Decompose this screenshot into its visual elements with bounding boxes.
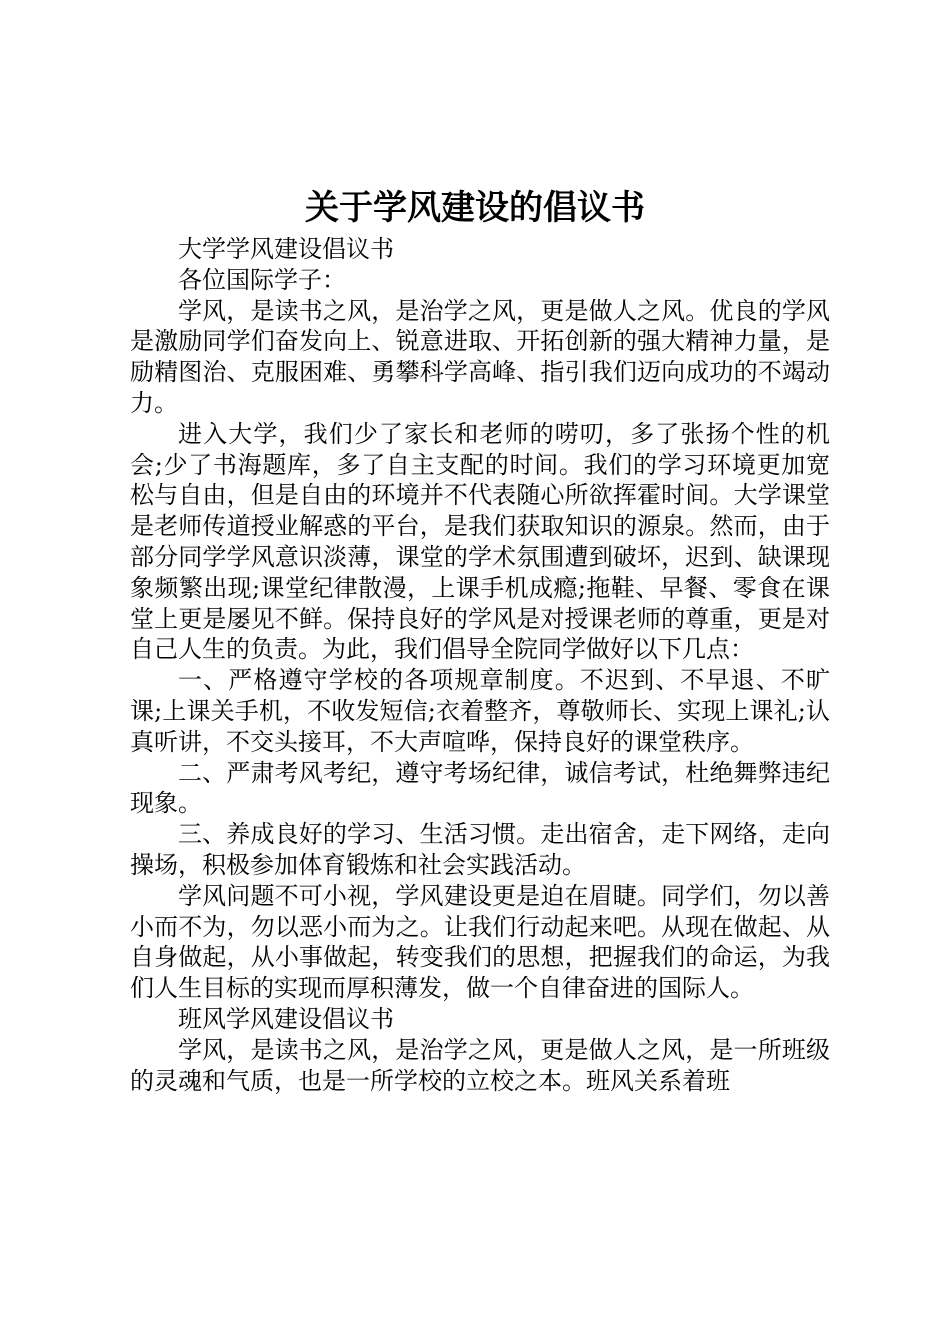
paragraph: 学风问题不可小视，学风建设更是迫在眉睫。同学们，勿以善小而不为，勿以恶小而为之。让我们行动起来吧。从现在做起、从自身做起，从小事做起，转变我们的思想，把握我们的命运，为我们人生目标的实现而厚积薄发，做一个自律奋进的国际人。 [130, 881, 830, 1003]
paragraph: 进入大学，我们少了家长和老师的唠叨，多了张扬个性的机会;少了书海题库，多了自主支配的时间。我们的学习环境更加宽松与自由，但是自由的环境并不代表随心所欲挥霍时间。大学课堂是老师传道授业解惑的平台，是我们获取知识的源泉。然而，由于部分同学学风意识淡薄，课堂的学术氛围遭到破坏，迟到、缺课现象频繁出现;课堂纪律散漫，上课手机成瘾;拖鞋、早餐、零食在课堂上更是屡见不鲜。保持良好的学风是对授课老师的尊重，更是对自己人生的负责。为此，我们倡导全院同学做好以下几点： [130, 419, 830, 664]
paragraph: 学风，是读书之风，是治学之风，更是做人之风。优良的学风是激励同学们奋发向上、锐意进取、开拓创新的强大精神力量，是励精图治、克服困难、勇攀科学高峰、指引我们迈向成功的不竭动力。 [130, 296, 830, 417]
paragraph-item-2: 二、严肃考风考纪，遵守考场纪律，诚信考试，杜绝舞弊违纪现象。 [130, 758, 830, 818]
document-body [130, 234, 830, 1096]
paragraph-heading-university: 大学学风建设倡议书 [178, 235, 394, 263]
paragraph: 学风，是读书之风，是治学之风，更是做人之风，是一所班级的灵魂和气质，也是一所学校的立校之本。班风关系着班 [130, 1035, 830, 1095]
paragraph-heading-class: 班风学风建设倡议书 [178, 1004, 394, 1033]
paragraph-item-1: 一、严格遵守学校的各项规章制度。不迟到、不早退、不旷课;上课关手机，不收发短信;衣着整齐，尊敬师长、实现上课礼;认真听讲，不交头接耳，不大声喧哗，保持良好的课堂秩序。 [130, 666, 830, 756]
document-title: 关于学风建设的倡议书 [305, 188, 645, 228]
paragraph-salutation: 各位国际学子： [178, 265, 346, 294]
paragraph-item-3: 三、养成良好的学习、生活习惯。走出宿舍，走下网络，走向操场，积极参加体育锻炼和社会实践活动。 [130, 820, 830, 879]
